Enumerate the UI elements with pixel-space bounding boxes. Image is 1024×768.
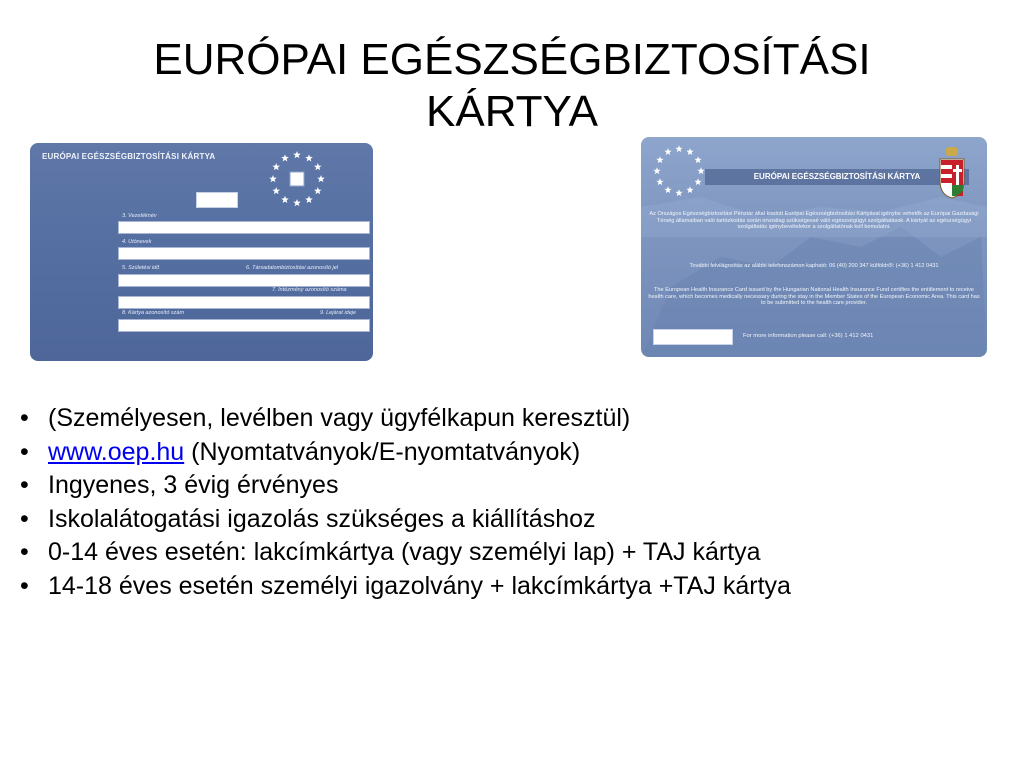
ehic-card-front-image <box>30 143 373 361</box>
card-front-header: EURÓPAI EGÉSZSÉGBIZTOSÍTÁSI KÁRTYA <box>42 152 216 161</box>
bullet-icon: • <box>20 471 29 499</box>
eu-star-icon <box>694 156 701 163</box>
eu-star-icon <box>314 187 322 194</box>
hungarian-coat-of-arms-icon <box>935 145 969 199</box>
field-label: 6. Társadalombiztosítási azonosító jel <box>246 265 339 271</box>
field-label: 9. Lejárat ideje <box>320 310 357 316</box>
eu-star-icon <box>675 189 682 196</box>
field-label: 7. Intézmény azonosító száma <box>272 287 347 293</box>
eu-star-icon <box>686 148 693 155</box>
bullet-text: 0-14 éves esetén: lakcímkártya (vagy személyi lap) + TAJ kártya <box>48 538 761 566</box>
field-label: 5. Születési idő <box>122 265 160 271</box>
field-birth-date <box>118 274 370 287</box>
eu-star-icon <box>697 167 704 174</box>
eu-star-icon <box>317 175 325 182</box>
list-item <box>20 436 791 470</box>
bullet-icon: • <box>20 504 29 533</box>
card-front-country-box <box>196 192 238 208</box>
bullet-icon: • <box>20 538 29 566</box>
field-label: 3. Vezetéknév <box>122 213 157 219</box>
eu-star-icon <box>675 145 682 152</box>
card-back-footer: For more information please call: (+36) 1 412 0431 <box>743 333 874 339</box>
list-item <box>20 503 791 537</box>
ehic-card-back-image <box>641 137 987 357</box>
eu-star-icon <box>269 175 277 182</box>
title-line-2: KÁRTYA <box>426 87 598 136</box>
eu-star-icon <box>664 148 671 155</box>
eu-star-icon <box>293 199 301 206</box>
card-back-text-en: The European Health Insurance Card issued by the Hungarian National Health Insurance Fund certifies the entitlement to receive health care, which becomes medically necessary during the stay in the Member States of the European Economic Area. This card has to be submitted to the health care provider. <box>648 287 980 307</box>
field-label: 8. Kártya azonosító szám <box>122 310 185 316</box>
eu-star-icon <box>664 186 671 193</box>
bullet-text: 14-18 éves esetén személyi igazolvány + lakcímkártya +TAJ kártya <box>48 571 791 600</box>
eu-stars-icon <box>266 148 328 210</box>
list-item <box>20 402 791 436</box>
bullet-text: Iskolalátogatási igazolás szükséges a kiállításhoz <box>48 504 596 533</box>
oep-website-link[interactable]: www.oep.hu <box>48 437 185 466</box>
bullet-text: Ingyenes, 3 évig érvényes <box>48 471 339 499</box>
slide-title <box>60 34 964 138</box>
eu-star-icon <box>656 178 663 185</box>
list-item <box>20 570 791 604</box>
bullet-icon: • <box>20 404 29 432</box>
list-item <box>20 536 791 570</box>
eu-star-icon <box>656 156 663 163</box>
eu-star-icon <box>694 178 701 185</box>
bullet-text: (Nyomtatványok/E-nyomtatványok) <box>184 437 581 466</box>
card-back-text-hu: Az Országos Egészségbiztosítási Pénztár által kiadott Európai Egészségbiztosítási Kártyával igénybe vehetők az Európai Gazdasági Térség államaiban való tartózkodás során orvosilag szükségessé váló egészségügyi szolgáltatások. A kártyát az egészségügyi szolgáltatás igénybevételekor a szolgáltatónak kell bemutatni. <box>649 211 979 231</box>
card-back-signature-box <box>653 329 733 345</box>
eu-star-icon <box>305 154 313 161</box>
bullet-icon: • <box>20 571 29 600</box>
card-back-header: EURÓPAI EGÉSZSÉGBIZTOSÍTÁSI KÁRTYA <box>705 169 969 185</box>
eu-star-icon <box>314 163 322 170</box>
list-item <box>20 469 791 503</box>
eu-star-icon <box>305 196 313 203</box>
card-back-info-hu: További felvilágosítás az alábbi telefonszámon kapható: 06 (40) 200 347 külföldről: (+36) 1 412 0431 <box>689 263 939 269</box>
field-label: 4. Utónevek <box>122 239 152 245</box>
bullet-list <box>20 402 791 603</box>
field-given-names <box>118 247 370 260</box>
field-surname <box>118 221 370 234</box>
bullet-icon: • <box>20 437 29 466</box>
eu-star-icon <box>281 196 289 203</box>
bullet-text: (Személyesen, levélben vagy ügyfélkapun keresztül) <box>48 404 631 432</box>
eu-star-icon <box>272 187 280 194</box>
field-card-id <box>118 319 370 332</box>
field-institution-id <box>118 296 370 309</box>
eu-star-icon <box>653 167 660 174</box>
eu-stars-icon <box>649 141 709 201</box>
title-line-1: EURÓPAI EGÉSZSÉGBIZTOSÍTÁSI <box>153 35 871 84</box>
eu-star-icon <box>281 154 289 161</box>
eu-star-icon <box>686 186 693 193</box>
eu-star-icon <box>293 151 301 158</box>
eu-star-icon <box>272 163 280 170</box>
